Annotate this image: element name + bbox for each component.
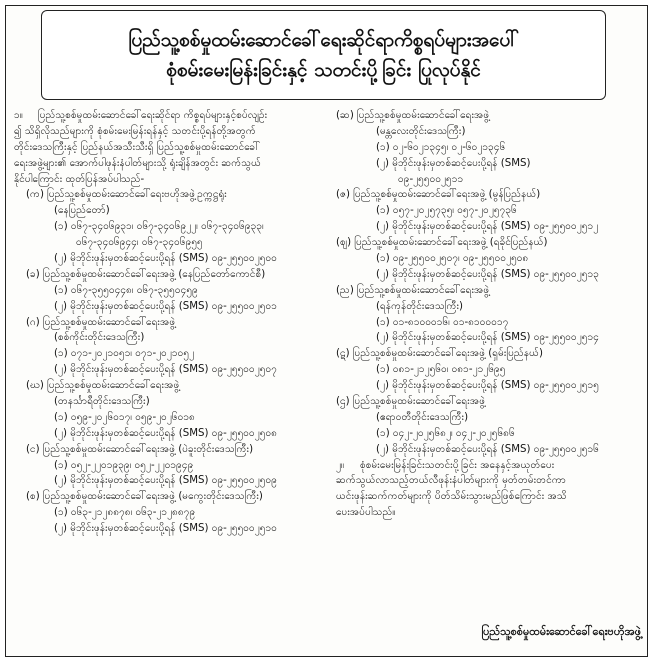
phone-line: (၁) ဝ၄၂-၂၀၂၅၆၈၂၊ ဝ၄၂-၂၀၂၅၆၈၆ (376, 427, 515, 439)
intro-line: တိုင်းဒေသကြီးနှင့် ပြည်နယ်အသီးသီးရှိ ပြည်သူ့စစ်မှုထမ်းဆောင်ခေါ် (14, 141, 260, 153)
phone-line: (၁) ဝ၉-၂၅၅၀၀၂၅၀၇၊ ဝ၉-၂၅၅၀၀၂၅၀၈ (376, 253, 529, 265)
phone-line: (၁) ဝ၂-၆၀၂၁၃၄၅၊ ဝ၂-၆၀၂၁၃၄၆ (376, 141, 506, 153)
header-line-2: စုံစမ်းမေးမြန်းခြင်းနှင့် သတင်းပို့ခြင်း ပြုလုပ်နိုင် (166, 59, 481, 81)
section-label: (က) ပြည်သူ့စစ်မှုထမ်းဆောင်ခေါ်ရေးဗဟိုအဖွဲ့ဥက္ကဋ္ဌရုံး (26, 189, 227, 201)
section-sub: (ဧရာဝတီတိုင်းဒေသကြီး) (376, 411, 469, 423)
intro-line: ၍ သိရှိလိုသည်များကို စုံစမ်းမေးမြန်းရန်နှင့် သတင်းပို့ရန်တို့အတွက် (14, 125, 256, 137)
section-label: (ဆ) ပြည်သူ့စစ်မှုထမ်းဆောင်ခေါ်ရေးအဖွဲ့ (336, 110, 490, 121)
section-label: (ဇ) ပြည်သူ့စစ်မှုထမ်းဆောင်ခေါ်ရေးအဖွဲ့ (မွန်ပြည်နယ်) (336, 189, 541, 201)
sms-line: ဝ၉-၂၅၅၀၀၂၅၁၁ (398, 173, 464, 185)
sms-line: (၂) မိုဘိုင်းဖုန်းမှတစ်ဆင့်ပေးပို့ရန် (SMS) ဝ၉-၂၅၅၀၀၂၅၁၀ (54, 523, 277, 535)
section-label: (စ) ပြည်သူ့စစ်မှုထမ်းဆောင်ခေါ်ရေးအဖွဲ့ (မကွေးတိုင်းဒေသကြီး) (26, 491, 263, 503)
section-label: (ခ) ပြည်သူ့စစ်မှုထမ်းဆောင်ခေါ်ရေးအဖွဲ့ (နေပြည်တော်ကောင်စီ) (26, 268, 266, 280)
section-sub: (ရန်ကုန်တိုင်းဒေသကြီး) (376, 300, 464, 312)
phone-line: (၁) ဝ၁-၈၁၀၀၀၁၆၊ ဝ၁-၈၁၀၀၀၁၇ (376, 316, 509, 328)
section-label: (ဃ) ပြည်သူ့စစ်မှုထမ်းဆောင်ခေါ်ရေးအဖွဲ့ (26, 380, 180, 392)
phone-line: (၁) ဝ၆၇-၃၅၅၀၄၄၈၊ ဝ၆၇-၃၅၅၀၄၅၉ (54, 284, 198, 296)
signature: ပြည်သူ့စစ်မှုထမ်းဆောင်ခေါ်ရေးဗဟိုအဖွဲ့ (481, 625, 641, 638)
note-line: ဆက်သွယ်လာသည့်တယ်လီဖုန်းနံပါတ်များကို မှတ်တမ်းတင်ကာ (336, 475, 566, 487)
section-label: (ဂ) ပြည်သူ့စစ်မှုထမ်းဆောင်ခေါ်ရေးအဖွဲ့ (26, 316, 176, 328)
sms-line: (၂) မိုဘိုင်းဖုန်းမှတစ်ဆင့်ပေးပို့ရန် (SMS) ဝ၉-၂၅၅၀၀၂၅၁၄ (376, 332, 599, 344)
sms-line: (၂) မိုဘိုင်းဖုန်းမှတစ်ဆင့်ပေးပို့ရန် (SMS) ဝ၉-၂၅၅၀၀၂၅၁၅ (376, 380, 599, 392)
phone-line: (၁) ဝ၆၇-၃၄၀၆၉၃၁၊ ဝ၆၇-၃၄၀၆၉၂၂၊ ဝ၆၇-၃၄၀၆၉၃၃၊ (54, 221, 264, 233)
intro-line: ရေးအဖွဲ့များ၏ အောက်ပါဖုန်းနံပါတ်များသို့ ရုံးချိန်အတွင်း ဆက်သွယ် (14, 157, 261, 169)
section-sub: (မန္တလေးတိုင်းဒေသကြီး) (376, 125, 466, 137)
phone-line: (၁) ဝ၆၃-၂၁၂၈၈၇၈၊ ဝ၆၃-၂၁၂၈၈၇၉ (54, 507, 196, 519)
phone-line: (၁) ဝ၅၂-၂၂၀၁၉၃၉၊ ဝ၅၂-၂၂၀၁၉၄၉ (54, 459, 194, 471)
section-sub: (စစ်ကိုင်းတိုင်းဒေသကြီး) (54, 332, 145, 344)
sms-line: (၂) မိုဘိုင်းဖုန်းမှတစ်ဆင့်ပေးပို့ရန် (SMS) ဝ၉-၂၅၅၀၀၂၅၁၃ (376, 268, 599, 280)
right-column (336, 108, 642, 521)
note-line: ယင်းဖုန်းဆက်ကတ်များကို ပိတ်သိမ်းသွားမည်ဖြစ်ကြောင်း အသိ (336, 491, 567, 503)
phone-line: (၁) ဝ၇၁-၂၀၂၁၀၅၁၊ ဝ၇၁-၂၀၂၁၀၅၂ (54, 348, 195, 360)
phone-line: (၁) ဝ၅၇-၂၀၂၅၇၃၅၊ ဝ၅၇-၂၀၂၅၇၃၆ (376, 205, 517, 217)
sms-line: (၂) မိုဘိုင်းဖုန်းမှတစ်ဆင့်ပေးပို့ရန် (SMS) ဝ၉-၂၅၅၀၀၂၅၀၉ (54, 475, 277, 487)
intro-line: နိုင်ပါကြောင်း ထုတ်ပြန်အပ်ပါသည်- (14, 173, 145, 185)
sms-line: (၂) မိုဘိုင်းဖုန်းမှတစ်ဆင့်ပေးပို့ရန် (SMS) ဝ၉-၂၅၅၀၀၂၅၁၂ (376, 221, 599, 233)
header-line-1: ပြည်သူ့စစ်မှုထမ်းဆောင်ခေါ်ရေးဆိုင်ရာကိစ္စရပ်များအပေါ် (128, 29, 519, 51)
intro-line: ၁။ ပြည်သူ့စစ်မှုထမ်းဆောင်ခေါ်ရေးဆိုင်ရာ ကိစ္စရပ်များနှင့်စပ်လျဉ်း (14, 108, 320, 124)
notice-header (41, 10, 606, 100)
phone-line: (၁) ဝ၅၉-၂၀၂၆၀၁၇၊ ဝ၅၉-၂၀၂၆၀၁၈ (54, 411, 195, 423)
phone-line: (၁) ဝ၈၁-၂၁၂၅၆၀၊ ဝ၈၁-၂၁၂၆၉၅ (376, 364, 506, 376)
phone-line: ဝ၆၇-၃၄၀၆၉၄၄၊ ဝ၆၇-၃၄၀၆၉၅၅ (76, 237, 203, 249)
note-line: ၂။ စုံစမ်းမေးမြန်းခြင်းသတင်းပို့ခြင်း အနေနှင့်အယုတ်ပေး (336, 458, 642, 474)
section-sub: (တနင်္သာရီတိုင်းဒေသကြီး) (54, 396, 150, 408)
sms-line: (၂) မိုဘိုင်းဖုန်းမှတစ်ဆင့်ပေးပို့ရန် (SMS) ဝ၉-၂၅၅၀၀၂၅၀၈ (54, 427, 278, 439)
section-label: (ဋ) ပြည်သူ့စစ်မှုထမ်းဆောင်ခေါ်ရေးအဖွဲ့ (ရှမ်းပြည်နယ်) (336, 348, 543, 360)
section-label: (င) ပြည်သူ့စစ်မှုထမ်းဆောင်ခေါ်ရေးအဖွဲ့ (ပဲခူးတိုင်းဒေသကြီး) (26, 443, 254, 455)
left-column (14, 108, 320, 537)
note-number: ၂။ (336, 459, 345, 471)
intro-number: ၁။ (14, 110, 23, 121)
section-label: (ည) ပြည်သူ့စစ်မှုထမ်းဆောင်ခေါ်ရေးအဖွဲ့ (336, 284, 490, 296)
section-label: (ဈ) ပြည်သူ့စစ်မှုထမ်းဆောင်ခေါ်ရေးအဖွဲ့ (ရခိုင်ပြည်နယ်) (336, 237, 548, 249)
section-sub: (နေပြည်တော်) (54, 205, 110, 217)
note-line: ပေးအပ်ပါသည်။ (336, 507, 396, 519)
sms-line: (၂) မိုဘိုင်းဖုန်းမှတစ်ဆင့်ပေးပို့ရန် (SMS) (376, 157, 531, 169)
section-label: (ဌ) ပြည်သူ့စစ်မှုထမ်းဆောင်ခေါ်ရေးအဖွဲ့ (336, 396, 486, 408)
sms-line: (၂) မိုဘိုင်းဖုန်းမှတစ်ဆင့်ပေးပို့ရန် (SMS) ဝ၉-၂၅၅၀၀၂၅၀၁ (54, 300, 277, 312)
sms-line: (၂) မိုဘိုင်းဖုန်းမှတစ်ဆင့်ပေးပို့ရန် (SMS) ဝ၉-၂၅၅၀၀၂၅၁၆ (376, 443, 599, 455)
sms-line: (၂) မိုဘိုင်းဖုန်းမှတစ်ဆင့်ပေးပို့ရန် (SMS) ဝ၉-၂၅၅၀၀၂၅၀၇ (54, 364, 277, 376)
sms-line: (၂) မိုဘိုင်းဖုန်းမှတစ်ဆင့်ပေးပို့ရန် (SMS) ဝ၉-၂၅၅၀၀၂၅၀၀ (54, 253, 277, 265)
